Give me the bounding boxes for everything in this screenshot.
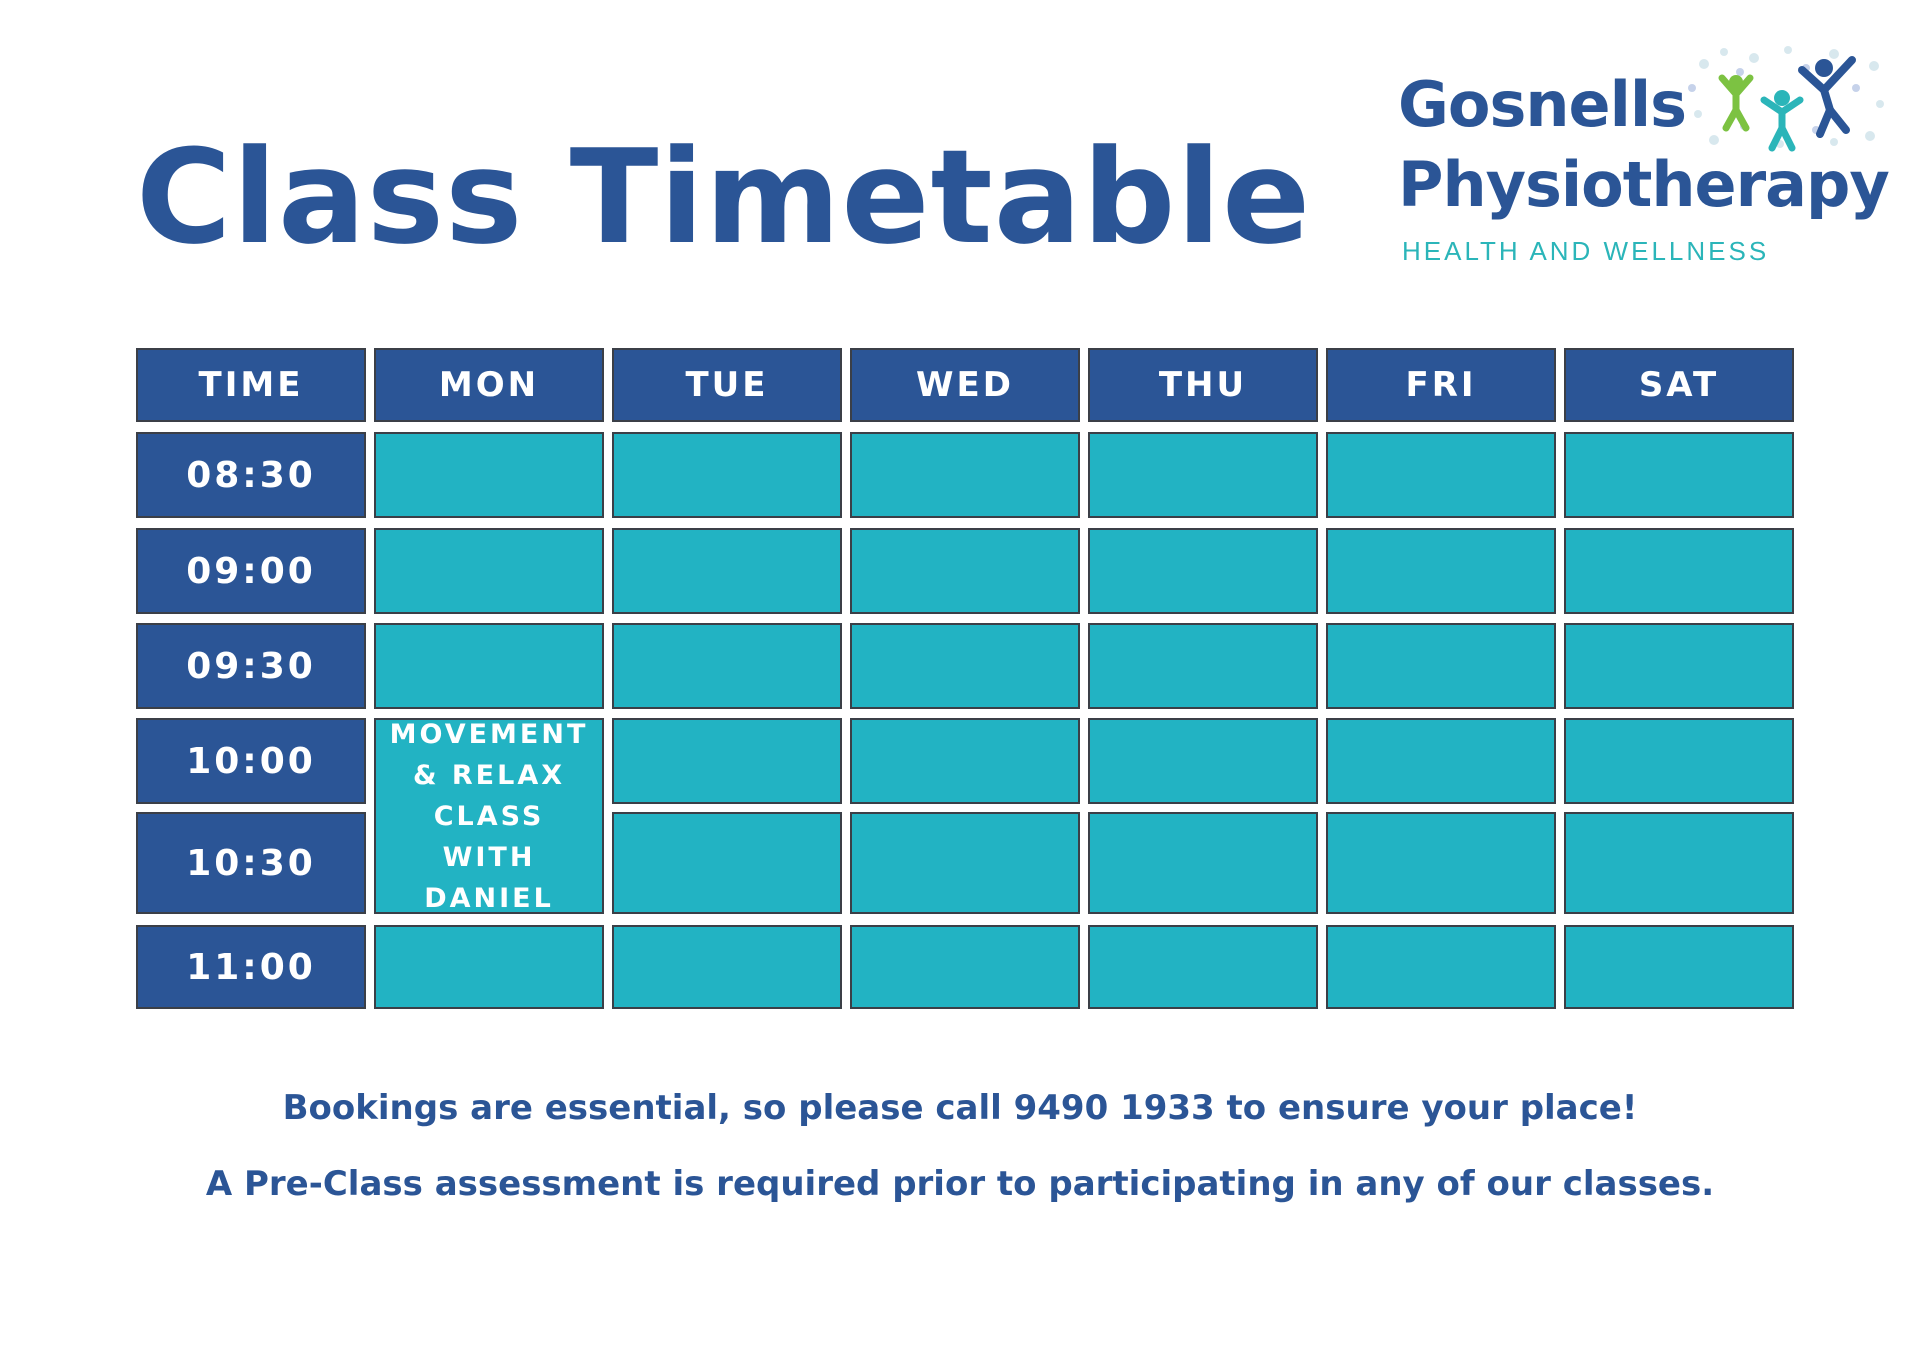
slot-tue bbox=[612, 812, 842, 914]
time-cell: 09:00 bbox=[136, 528, 366, 614]
class-block bbox=[374, 718, 604, 914]
slot-fri bbox=[1326, 925, 1556, 1009]
header-thu: THU bbox=[1088, 348, 1318, 422]
header-mon: MON bbox=[374, 348, 604, 422]
slot-thu bbox=[1088, 925, 1318, 1009]
slot-thu bbox=[1088, 812, 1318, 914]
slot-sat bbox=[1564, 432, 1794, 518]
slot-mon bbox=[374, 528, 604, 614]
class-block-line: & RELAX bbox=[412, 759, 566, 791]
slot-fri bbox=[1326, 623, 1556, 709]
header-fri: FRI bbox=[1326, 348, 1556, 422]
slot-wed bbox=[850, 925, 1080, 1009]
slot-thu bbox=[1088, 718, 1318, 804]
header-sat: SAT bbox=[1564, 348, 1794, 422]
slot-tue bbox=[612, 528, 842, 614]
slot-tue bbox=[612, 718, 842, 804]
slot-sat bbox=[1564, 925, 1794, 1009]
slot-mon bbox=[374, 623, 604, 709]
class-block-line: MOVEMENT bbox=[389, 718, 589, 750]
assessment-note: A Pre-Class assessment is required prior to participating in any of our classes. bbox=[205, 1164, 1715, 1204]
class-block-line: CLASS bbox=[433, 800, 545, 832]
slot-thu bbox=[1088, 623, 1318, 709]
slot-wed bbox=[850, 528, 1080, 614]
slot-fri bbox=[1326, 718, 1556, 804]
slot-thu bbox=[1088, 528, 1318, 614]
slot-mon bbox=[374, 432, 604, 518]
header-tue: TUE bbox=[612, 348, 842, 422]
time-cell: 11:00 bbox=[136, 925, 366, 1009]
slot-tue bbox=[612, 623, 842, 709]
slot-sat bbox=[1564, 528, 1794, 614]
slot-fri bbox=[1326, 432, 1556, 518]
page-title: Class Timetable bbox=[136, 121, 1312, 273]
slot-tue bbox=[612, 925, 842, 1009]
time-cell: 10:30 bbox=[136, 812, 366, 914]
slot-sat bbox=[1564, 718, 1794, 804]
logo-tagline: HEALTH AND WELLNESS bbox=[1402, 236, 1770, 266]
slot-wed bbox=[850, 812, 1080, 914]
slot-wed bbox=[850, 432, 1080, 518]
time-cell: 09:30 bbox=[136, 623, 366, 709]
class-block-line: WITH DANIEL bbox=[424, 841, 554, 914]
logo-name-line1: Gosnells bbox=[1398, 68, 1686, 141]
slot-fri bbox=[1326, 528, 1556, 614]
header-time: TIME bbox=[136, 348, 366, 422]
slot-wed bbox=[850, 623, 1080, 709]
booking-note: Bookings are essential, so please call 9490 1933 to ensure your place! bbox=[282, 1088, 1638, 1128]
logo-name-line2: Physiotherapy bbox=[1398, 148, 1889, 221]
slot-thu bbox=[1088, 432, 1318, 518]
time-cell: 08:30 bbox=[136, 432, 366, 518]
slot-tue bbox=[612, 432, 842, 518]
slot-sat bbox=[1564, 623, 1794, 709]
slot-mon bbox=[374, 925, 604, 1009]
slot-fri bbox=[1326, 812, 1556, 914]
header-wed: WED bbox=[850, 348, 1080, 422]
time-cell: 10:00 bbox=[136, 718, 366, 804]
slot-sat bbox=[1564, 812, 1794, 914]
slot-wed bbox=[850, 718, 1080, 804]
